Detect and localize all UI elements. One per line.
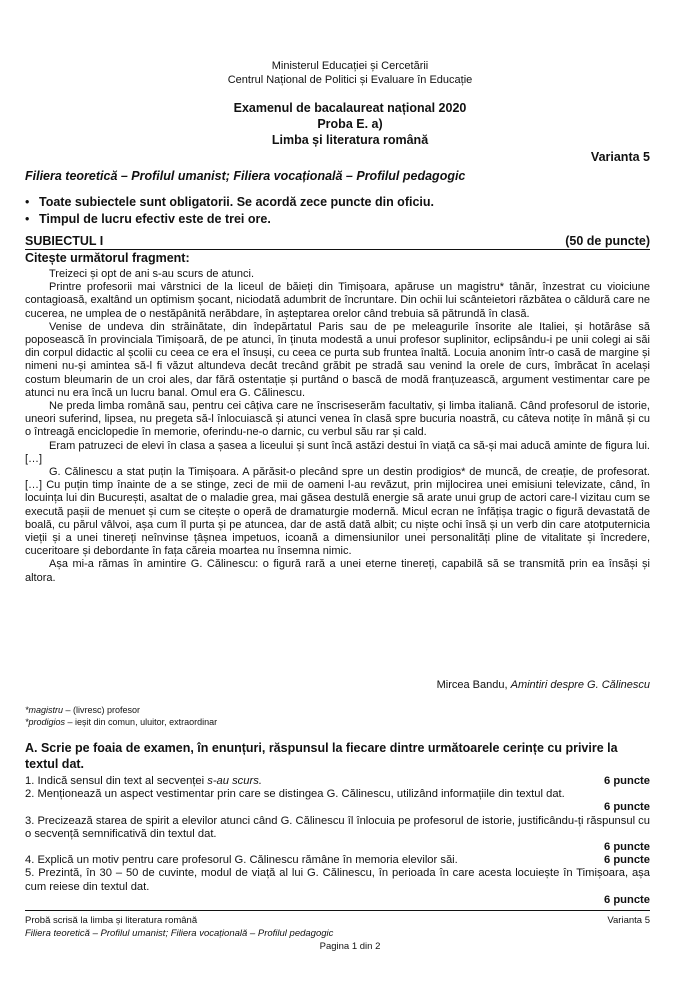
footer-variant: Varianta 5	[607, 915, 650, 926]
page-number: Pagina 1 din 2	[319, 941, 381, 952]
footer-line-1: Probă scrisă la limba și literatura română Varianta 5	[25, 915, 650, 926]
question-item: 6 puncte 4. Explică un motiv pentru care profesorul G. Călinescu rămâne în memoria elevilor săi.	[25, 854, 650, 867]
exam-title: Examenul de bacalaureat național 2020	[233, 101, 467, 115]
center-name: Centrul Național de Politici și Evaluare în Educație	[227, 74, 473, 86]
exam-proba: Proba E. a)	[317, 117, 383, 131]
source-work: Amintiri despre G. Călinescu	[510, 679, 650, 691]
task-instruction: A. Scrie pe foaia de examen, în enunțuri, răspunsul la fiecare dintre următoarele cerințe cu privire la textul dat.	[25, 741, 618, 771]
question-item: 2. Menționează un aspect vestimentar prin care se distingea G. Călinescu, utilizând informațiile din textul dat. 6 puncte	[25, 788, 650, 814]
rule-item: • Toate subiectele sunt obligatorii. Se acordă zece puncte din oficiu.	[25, 194, 434, 211]
glossary-item: *magistru – (livresc) profesor	[25, 705, 141, 715]
fragment-paragraph: G. Călinescu a stat puțin la Timișoara. A părăsit-o plecând spre un destin prodigios* de muncă, de creație, de profesorat. […] Cu puțin timp înainte de a se stinge, zeci de mii de oameni l-au revăzut, prin mijlocirea unei emisiuni televizate, când, în locuința lui din București, asaltat de o maladie grea, mai găsea destulă energie să arate unui grup de actori care-l vizitau cum se execută pașii de menuet și cum se citește o operă de dramaturgie modernă. Micul ecran ne înfățișa tragic o figură devastată de boală, cu părul vâlvoi, așa cum îl purta și pe atuncea, dar de astă dată albit; cu niște ochi însă și un verb din care atotputernicia vieții și a unei tinereți neînvinse țâșnea impetuos, icoană a dimensiunilor unei personalități pline de vitalitate și încredere, cuceritoare și debordante în fața căreia moartea nu însemna nimic.	[25, 466, 650, 558]
question-score: 6 puncte	[603, 893, 650, 906]
questions-list	[25, 775, 650, 907]
fragment-text	[25, 268, 650, 585]
fragment-paragraph: Printre profesorii mai vârstnici de la liceul de băieți din Timișoara, apăruse un magistru* tânăr, înzestrat cu vioiciune contagioasă, exaltând un optimism șocant, niciodată adumbrit de încruntare. Din ochii lui scânteietori răzbătea o căldură care ne cucerea, ne umplea de o nestăpânită nerăbdare, în așteptarea orelor când trebuia să pătrundă în clasă.	[25, 281, 650, 320]
fragment-paragraph: Eram patruzeci de elevi în clasa a șasea a liceului și sunt încă astăzi destui în viață ca să-și mai aducă aminte de figura lui. […]	[25, 439, 650, 465]
question-score: 6 puncte	[603, 775, 650, 787]
glossary-item: *prodigios – ieșit din comun, uluitor, extraordinar	[25, 716, 218, 727]
fragment-paragraph: Ne preda limba română sau, pentru cei câțiva care ne înscriseserăm facultativ, și limba italiană. Când profesorul de istorie, uneori suferind, lipsea, nu pregeta să-l înlocuiască și atunci venea în clasă spre bucuria noastră, cu câteva notițe în mână și cu o întreagă enciclopedie în memorie, oferindu-ne-o darnic, cu verbul său rar și cald.	[25, 400, 650, 439]
exam-subject: Limba și literatura română	[271, 133, 429, 147]
section-header	[25, 234, 650, 250]
question-item: 5. Prezintă, în 30 – 50 de cuvinte, modul de viață al lui G. Călinescu, în perioada în care acesta locuiește în Timișoara, așa cum reiese din textul dat. 6 puncte	[25, 867, 650, 906]
exam-variant: Varianta 5	[590, 150, 650, 164]
footer-line-2: Filiera teoretică – Profilul umanist; Filiera vocațională – Profilul pedagogic	[25, 928, 334, 939]
fragment-paragraph: Așa mi-a rămas în amintire G. Călinescu: o figură rară a unei eterne tinereți, capabilă să se transmită prin ea însăși și altora.	[25, 558, 650, 584]
exam-filiera: Filiera teoretică – Profilul umanist; Filiera vocațională – Profilul pedagogic	[25, 169, 466, 183]
section-points: (50 de puncte)	[565, 234, 650, 248]
question-score: 6 puncte	[603, 801, 650, 814]
rule-item: • Timpul de lucru efectiv este de trei ore.	[25, 211, 434, 228]
fragment-paragraph: Venise de undeva din străinătate, din îndepărtatul Paris sau de pe meleagurile însorite ale Italiei, și hotărâse să poposească în provinciala Timișoară, de pe atunci, în ținuta modestă a unui profesor suplinitor, eclipsându-i pe unii colegi ai săi din corpul didactic al școlii cu ceea ce era el însuși, cu ceea ce purta sub fruntea înaltă. Locuia anonim într-o casă de margine și nimeni nu-și amintea să-l fi văzut altundeva decât trecând grăbit pe stradă sau venind la orele de curs, îmbrăcat în același costum bleumarin de un croi ales, dar fără ostentație și purtând o bască de modă franțuzească, argument vestimentar care pe atunci nu era încă un lucru banal. Omul era G. Călinescu.	[25, 320, 650, 399]
source-author: Mircea Bandu,	[436, 679, 508, 691]
question-item: 3. Precizează starea de spirit a elevilor atunci când G. Călinescu îl înlocuia pe profesorul de istorie, justificându-ți răspunsul cu o secvență semnificativă din textul dat. 6 puncte	[25, 814, 650, 853]
section-instruction: Citește următorul fragment:	[25, 251, 190, 265]
fragment-source	[437, 679, 650, 691]
glossary-notes	[25, 705, 217, 728]
question-score: 6 puncte	[603, 854, 650, 867]
question-item: 6 puncte 1. Indică sensul din text al secvenței s-au scurs.	[25, 775, 650, 787]
exam-rules	[25, 194, 434, 228]
footer-divider	[25, 910, 650, 911]
ministry-name: Ministerul Educației și Cercetării	[271, 60, 429, 72]
section-title: SUBIECTUL I	[25, 234, 104, 248]
question-score: 6 puncte	[603, 840, 650, 853]
fragment-paragraph: Treizeci și opt de ani s-au scurs de atunci.	[49, 268, 255, 280]
